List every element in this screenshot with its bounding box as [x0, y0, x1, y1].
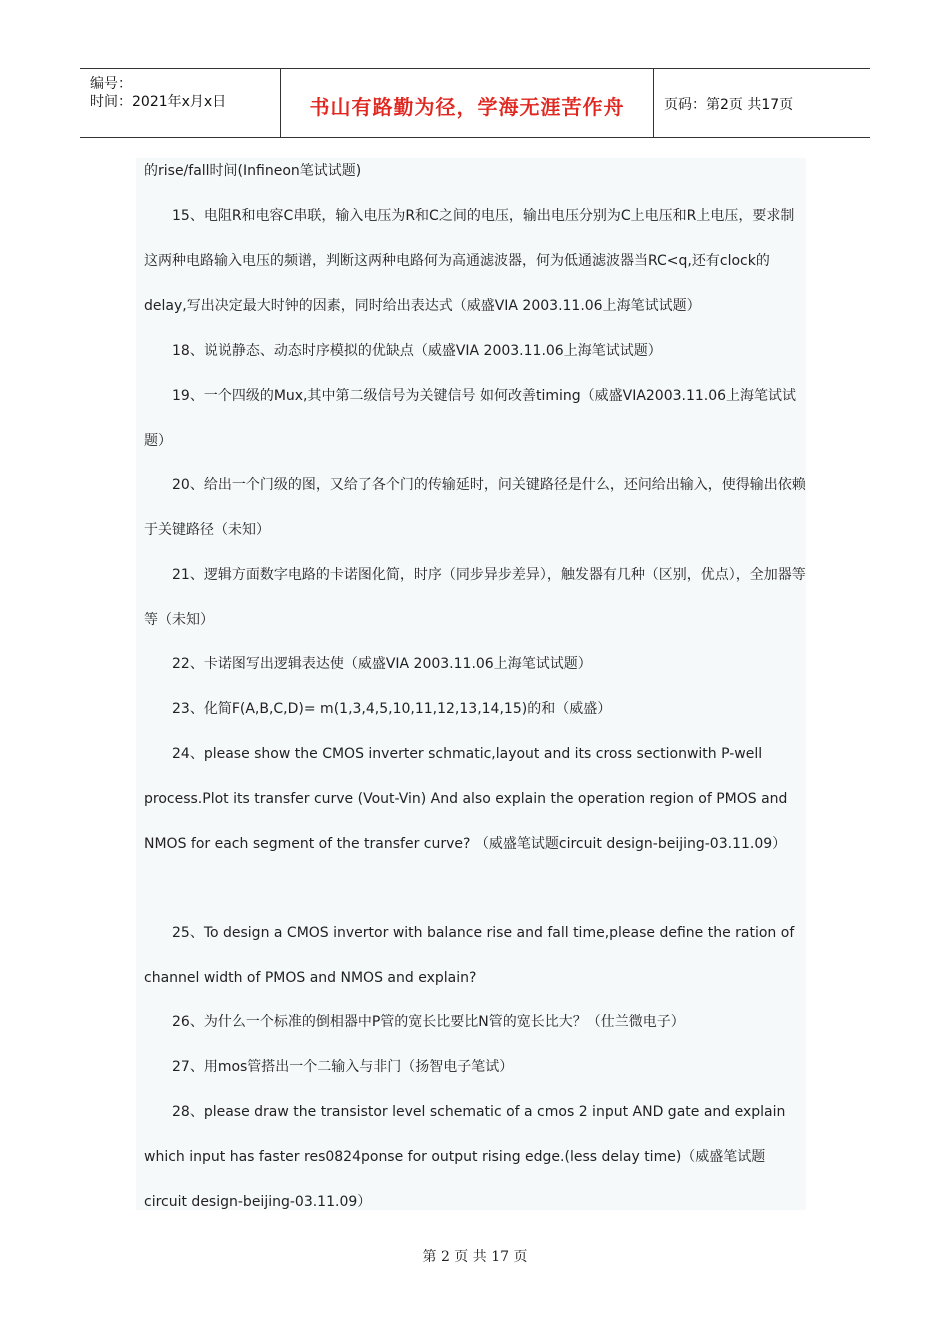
- header-meta-cell: [80, 69, 281, 137]
- paragraph-q21: 21、逻辑方面数字电路的卡诺图化简，时序（同步异步差异），触发器有几种（区别，优点），全加器等等（未知）: [144, 567, 806, 628]
- header-page-cell: [654, 69, 870, 137]
- paragraph-q20: 20、给出一个门级的图，又给了各个门的传输延时，问关键路径是什么，还问给出输入，使得输出依赖于关键路径（未知）: [144, 477, 806, 538]
- page-footer: 第 2 页 共 17 页: [422, 1249, 528, 1265]
- paragraph-continuation: 的rise/fall时间(Infineon笔试试题): [144, 163, 362, 179]
- header-page-label: 页码：第2页 共17页: [664, 97, 794, 113]
- paragraph-q19: 19、一个四级的Mux,其中第二级信号为关键信号 如何改善timing（威盛VIA2003.11.06上海笔试试题）: [144, 388, 797, 449]
- paragraph-q18: 18、说说静态、动态时序模拟的优缺点（威盛VIA 2003.11.06上海笔试试题）: [172, 343, 662, 359]
- paragraph-q27: 27、用mos管搭出一个二输入与非门（扬智电子笔试）: [172, 1059, 514, 1075]
- number-label: 编号：: [90, 76, 132, 92]
- paragraph-q25: 25、To design a CMOS invertor with balance rise and fall time,please define the ration of channel width of PMOS and NMOS and explain?: [144, 925, 795, 986]
- header-slogan-cell: [281, 69, 654, 137]
- date-label: 时间：2021年x月x日: [90, 94, 227, 110]
- paragraph-q24: 24、please show the CMOS inverter schmatic,layout and its cross sectionwith P-well process.Plot its transfer curve (Vout-Vin) And also explain the operation region of PMOS and NMOS for each segment of the transfer curve? （威盛笔试题circuit design-beijing-03.11.09）: [144, 746, 788, 852]
- document-header: [80, 68, 870, 138]
- paragraph-q28: 28、please draw the transistor level schematic of a cmos 2 input AND gate and explain which input has faster res0824ponse for output rising edge.(less delay time)（威盛笔试题circuit design-beijing-03.11.09）: [144, 1104, 786, 1210]
- paragraph-q15: 15、电阻R和电容C串联，输入电压为R和C之间的电压，输出电压分别为C上电压和R上电压，要求制这两种电路输入电压的频谱，判断这两种电路何为高通滤波器，何为低通滤波器当RC<q,还有clock的delay,写出决定最大时钟的因素，同时给出表达式（威盛VIA 2003.11.06上海笔试试题）: [144, 208, 795, 314]
- paragraph-q22: 22、卡诺图写出逻辑表达使（威盛VIA 2003.11.06上海笔试试题）: [172, 656, 592, 672]
- header-slogan: 书山有路勤为径，学海无涯苦作舟: [309, 95, 625, 119]
- paragraph-q23: 23、化简F(A,B,C,D)= m(1,3,4,5,10,11,12,13,14,15)的和（威盛）: [172, 701, 612, 717]
- document-body: [136, 158, 806, 1210]
- paragraph-q26: 26、为什么一个标准的倒相器中P管的宽长比要比N管的宽长比大？（仕兰微电子）: [172, 1014, 685, 1030]
